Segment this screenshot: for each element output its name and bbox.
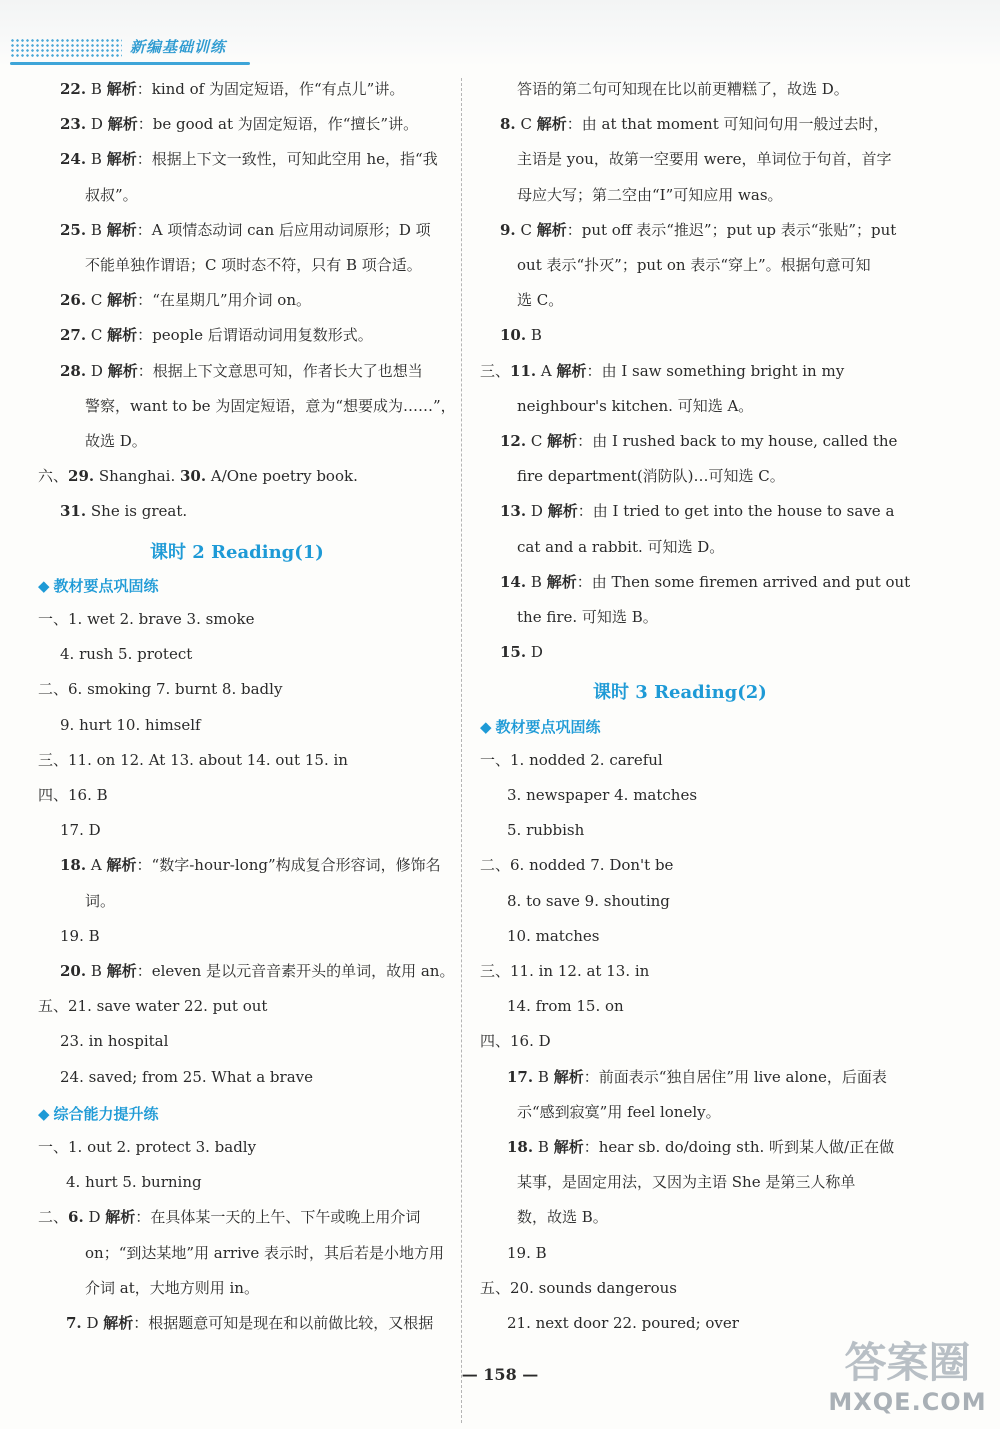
answer-text: 由 Then some firemen arrived and put out <box>591 572 911 591</box>
answer-continuation <box>517 536 724 558</box>
answer-row: 18. A 解析：“数字-hour-long”构成复合形容词，修饰名 <box>60 856 441 875</box>
answer-continuation <box>517 395 753 417</box>
section-prefix: 五、 <box>38 997 69 1016</box>
answer-choice: A <box>90 856 102 875</box>
answer-text: 选 C。 <box>517 291 564 310</box>
answer-text: 21. save water 22. put out <box>68 997 268 1016</box>
answer-row <box>38 1136 256 1158</box>
question-number: 26. <box>60 291 87 310</box>
answer-row <box>38 608 255 630</box>
answer-text: put off 表示“推迟”；put up 表示“张贴”；put <box>581 220 897 239</box>
answer-choice: D <box>90 361 103 380</box>
answer-text: 6. smoking 7. burnt 8. badly <box>68 680 283 699</box>
answer-text: A 项情态动词 can 后应用动词原形；D 项 <box>151 220 431 239</box>
answer-row: 26. C 解析：“在星期几”用介词 on。 <box>60 291 311 310</box>
answer-text: 由 at that moment 可知问句用一般过去时， <box>581 115 889 134</box>
section-heading-textbook <box>480 716 601 737</box>
section-title: 教材要点巩固练 <box>53 576 159 595</box>
answer-continuation <box>517 184 783 206</box>
analysis-label: 解析 <box>536 220 567 239</box>
answer-text: 某事，是固定用法，又因为主语 She 是第三人称单 <box>517 1173 856 1192</box>
answer-continuation <box>85 184 138 206</box>
question-number: 13. <box>500 502 527 521</box>
question-number: 7. <box>66 1314 82 1332</box>
answer-choice: C <box>90 326 103 345</box>
answer-text: 1. wet 2. brave 3. smoke <box>68 610 255 628</box>
answer-row: 22. B 解析：kind of 为固定短语，作“有点儿”讲。 <box>60 80 405 98</box>
section-prefix: 一、 <box>38 1138 69 1156</box>
answer-row <box>66 1171 202 1193</box>
answer-text: 9. hurt 10. himself <box>60 715 201 734</box>
section-prefix: 四、 <box>38 786 69 804</box>
question-number: 10. <box>500 326 527 345</box>
question-number: 20. <box>60 962 87 980</box>
answer-row: 20. B 解析：eleven 是以元音音素开头的单词，故用 an。 <box>60 962 455 980</box>
question-number: 28. <box>60 361 87 380</box>
answer-choice: A/One poetry book. <box>210 467 358 486</box>
analysis-label: 解析 <box>553 1138 584 1156</box>
answer-choice: B <box>530 326 542 345</box>
analysis-label: 解析 <box>107 326 138 345</box>
answer-row <box>60 714 201 736</box>
diamond-icon: ◆ <box>480 717 492 736</box>
answer-row <box>480 749 663 771</box>
answer-text: eleven 是以元音音素开头的单词，故用 an。 <box>151 962 455 980</box>
answer-text: “数字-hour-long”构成复合形容词，修饰名 <box>151 856 441 875</box>
section-title: 教材要点巩固练 <box>495 717 601 736</box>
answer-text: neighbour's kitchen. 可知选 A。 <box>517 396 754 415</box>
answer-text: 23. in hospital <box>60 1032 169 1051</box>
watermark-cn: 答案圈 <box>844 1338 971 1387</box>
answer-row: 28. D 解析：根据上下文意思可知，作者长大了也想当 <box>60 361 423 380</box>
answer-row: 二、6. D 解析：在具体某一天的上午、下午或晚上用介词 <box>38 1208 421 1227</box>
answer-text: 6. nodded 7. Don't be <box>510 856 674 875</box>
answer-row <box>60 500 187 522</box>
answer-row <box>60 1066 313 1088</box>
answer-row <box>60 643 192 665</box>
section-prefix: 二、 <box>38 680 69 699</box>
answer-row: 25. B 解析：A 项情态动词 can 后应用动词原形；D 项 <box>60 220 431 239</box>
answer-text: 5. rubbish <box>507 821 585 840</box>
answer-choice: D <box>90 115 103 134</box>
column-divider <box>461 78 462 1423</box>
answer-text: 不能单独作谓语；C 项时态不符，只有 B 项合适。 <box>85 256 422 274</box>
answer-text: 17. D <box>60 821 101 840</box>
answer-row <box>507 925 599 947</box>
answer-continuation <box>517 465 785 487</box>
answer-continuation <box>517 78 849 100</box>
answer-row <box>38 749 348 771</box>
lesson-2-title <box>150 538 324 564</box>
question-number: 11. <box>510 361 537 380</box>
answer-continuation <box>517 289 563 311</box>
answer-row: 9. C 解析：put off 表示“推迟”；put up 表示“张贴”；put <box>500 220 897 239</box>
analysis-label: 解析 <box>547 432 578 450</box>
answer-row: 17. B 解析：前面表示“独自居住”用 live alone，后面表 <box>507 1067 887 1086</box>
section-prefix: 三、 <box>38 750 69 769</box>
section-prefix: 二、 <box>480 856 511 875</box>
answer-choice: Shanghai. <box>98 467 176 486</box>
question-number: 27. <box>60 326 87 345</box>
answer-text: 20. sounds dangerous <box>510 1278 678 1297</box>
question-number: 9. <box>500 220 516 239</box>
analysis-label: 解析 <box>107 361 138 380</box>
analysis-label: 解析 <box>106 962 137 980</box>
answer-row <box>480 1030 551 1052</box>
section-heading-textbook <box>38 575 159 596</box>
answer-continuation <box>517 254 871 276</box>
answer-text: 主语是 you，故第一空要用 were，单词位于句首，首字 <box>517 150 892 169</box>
answer-text: 10. matches <box>507 926 600 945</box>
answer-row: 24. B 解析：根据上下文一致性，可知此空用 he，指“我 <box>60 150 438 169</box>
header-title: 新编基础训练 <box>130 38 227 56</box>
answer-text: fire department(消防队)…可知选 C。 <box>517 467 785 486</box>
question-number: 15. <box>500 643 527 662</box>
answer-text: 19. B <box>60 926 100 945</box>
answer-continuation <box>85 254 422 276</box>
answer-continuation <box>517 1171 855 1193</box>
analysis-label: 解析 <box>536 115 567 134</box>
answer-row <box>507 819 584 841</box>
section-prefix: 六、 <box>38 467 69 486</box>
analysis-label: 解析 <box>103 1314 134 1332</box>
section-title: 综合能力提升练 <box>53 1104 159 1123</box>
answer-row: 三、11. A 解析：由 I saw something bright in my <box>480 361 845 380</box>
answer-text: 16. D <box>510 1032 551 1051</box>
answer-text: people 后谓语动词用复数形式。 <box>152 326 373 345</box>
analysis-label: 解析 <box>556 361 587 380</box>
answer-row <box>507 890 670 912</box>
answer-text: be good at 为固定短语，作“擅长”讲。 <box>152 115 419 134</box>
lesson-3-title <box>593 678 767 704</box>
answer-row <box>500 324 542 346</box>
answer-row: 14. B 解析：由 Then some firemen arrived and put out <box>500 572 911 591</box>
question-number: 30. <box>180 467 207 486</box>
answer-text: 3. newspaper 4. matches <box>507 786 698 804</box>
answer-row <box>507 995 624 1017</box>
answer-text: 根据题意可知是现在和以前做比较，又根据 <box>148 1314 434 1332</box>
answer-continuation <box>85 1242 444 1264</box>
analysis-label: 解析 <box>546 572 577 591</box>
answer-text: 4. rush 5. protect <box>60 645 193 664</box>
answer-row: 7. D 解析：根据题意可知是现在和以前做比较，又根据 <box>66 1314 434 1332</box>
answer-text: 介词 at，大地方则用 in。 <box>85 1278 259 1297</box>
section-prefix: 二、 <box>38 1208 69 1227</box>
lesson-label: 课时 2 <box>150 541 205 563</box>
answer-row: 8. C 解析：由 at that moment 可知问句用一般过去时， <box>500 115 889 134</box>
answer-row <box>480 1277 677 1299</box>
answer-continuation <box>85 430 147 452</box>
question-number: 12. <box>500 432 527 450</box>
analysis-label: 解析 <box>106 150 137 169</box>
question-number: 6. <box>68 1208 84 1227</box>
answer-row <box>38 678 282 700</box>
answer-text: 24. saved; from 25. What a brave <box>60 1067 314 1086</box>
answer-row <box>60 819 101 841</box>
answer-row <box>38 995 267 1017</box>
answer-text: 16. B <box>68 786 108 804</box>
diamond-icon: ◆ <box>38 576 50 595</box>
answer-row <box>480 854 673 876</box>
answer-continuation <box>517 148 891 170</box>
analysis-label: 解析 <box>107 291 138 310</box>
answer-text: 由 I tried to get into the house to save a <box>592 502 895 521</box>
header-rule <box>10 62 250 65</box>
answer-choice: B <box>537 1067 549 1086</box>
answer-choice: C <box>520 220 532 239</box>
answer-text: 14. from 15. on <box>507 997 624 1016</box>
answer-row <box>60 1030 168 1052</box>
answer-text: 4. hurt 5. burning <box>66 1173 202 1192</box>
section-prefix: 三、 <box>480 361 511 380</box>
answer-text: 根据上下文意思可知，作者长大了也想当 <box>152 361 423 380</box>
answer-choice: D <box>86 1314 99 1332</box>
answer-text: 数，故选 B。 <box>517 1208 608 1227</box>
answer-text: 8. to save 9. shouting <box>507 891 670 910</box>
diamond-icon: ◆ <box>38 1104 50 1123</box>
watermark-logo <box>820 1330 995 1420</box>
answer-choice: B <box>90 150 102 169</box>
analysis-label: 解析 <box>553 1067 584 1086</box>
answer-choice: C <box>520 115 532 134</box>
answer-continuation <box>517 606 658 628</box>
lesson-name: Reading(1) <box>211 541 324 563</box>
answer-text: 在具体某一天的上午、下午或晚上用介词 <box>150 1208 421 1227</box>
answer-row: 27. C 解析：people 后谓语动词用复数形式。 <box>60 326 373 345</box>
answer-text: on；“到达某地”用 arrive 表示时，其后若是小地方用 <box>85 1243 444 1262</box>
answer-choice: C <box>530 432 543 450</box>
section-prefix: 一、 <box>38 610 69 628</box>
answer-text: 由 I rushed back to my house, called the <box>592 432 898 450</box>
answer-choice: C <box>90 291 103 310</box>
watermark-url: MXQE.COM <box>828 1388 987 1416</box>
answer-choice: B <box>530 572 542 591</box>
answer-text: 示“感到寂寞”用 feel lonely。 <box>517 1102 721 1121</box>
answer-choice: B <box>537 1138 549 1156</box>
section-prefix: 五、 <box>480 1278 511 1297</box>
section-prefix: 四、 <box>480 1032 511 1051</box>
question-number: 31. <box>60 502 87 521</box>
answer-row <box>500 641 543 663</box>
answer-continuation <box>85 1277 259 1299</box>
answer-row <box>60 925 100 947</box>
answer-text: 1. nodded 2. careful <box>510 750 663 769</box>
answer-continuation <box>85 395 456 417</box>
answer-choice: A <box>540 361 552 380</box>
lesson-name: Reading(2) <box>654 682 767 704</box>
analysis-label: 解析 <box>107 115 138 134</box>
question-number: 24. <box>60 150 87 169</box>
answer-text: out 表示“扑灭”；put on 表示“穿上”。根据句意可知 <box>517 256 871 274</box>
question-number: 23. <box>60 115 87 134</box>
answer-row <box>507 784 697 806</box>
question-number: 8. <box>500 115 516 134</box>
answer-text: cat and a rabbit. 可知选 D。 <box>517 537 725 556</box>
answer-row: 13. D 解析：由 I tried to get into the house to save a <box>500 502 895 521</box>
analysis-label: 解析 <box>105 1208 136 1227</box>
question-number: 25. <box>60 220 87 239</box>
answer-row <box>507 1312 739 1334</box>
answer-choice: D <box>88 1208 101 1227</box>
analysis-label: 解析 <box>547 502 578 521</box>
answer-text: 11. on 12. At 13. about 14. out 15. in <box>68 750 348 769</box>
answer-text: 答语的第二句可知现在比以前更糟糕了，故选 D。 <box>517 80 849 98</box>
section-prefix: 一、 <box>480 750 511 769</box>
answer-text: 根据上下文一致性，可知此空用 he，指“我 <box>151 150 438 169</box>
answer-row: 23. D 解析：be good at 为固定短语，作“擅长”讲。 <box>60 115 419 134</box>
answer-text: 21. next door 22. poured; over <box>507 1314 739 1332</box>
analysis-label: 解析 <box>106 220 137 239</box>
question-number: 18. <box>507 1138 534 1156</box>
lesson-label: 课时 3 <box>593 682 648 704</box>
answer-text: 由 I saw something bright in my <box>601 361 845 380</box>
question-number: 17. <box>507 1067 534 1086</box>
answer-row <box>38 465 358 487</box>
section-heading-comprehensive <box>38 1103 159 1124</box>
answer-row <box>480 960 649 982</box>
header-dot-pattern <box>10 38 122 58</box>
answer-text: 1. out 2. protect 3. badly <box>68 1138 257 1156</box>
answer-row: 18. B 解析：hear sb. do/doing sth. 听到某人做/正在做 <box>507 1138 895 1156</box>
answer-row <box>507 1242 547 1264</box>
section-prefix: 三、 <box>480 962 511 980</box>
answer-text: 警察，want to be 为固定短语，意为“想要成为……”， <box>85 396 456 415</box>
answer-text: 叔叔”。 <box>85 185 138 204</box>
answer-text: kind of 为固定短语，作“有点儿”讲。 <box>151 80 405 98</box>
answer-choice: D <box>530 502 543 521</box>
answer-continuation <box>85 890 115 912</box>
answer-choice: She is great. <box>90 502 188 521</box>
answer-text: 母应大写；第二空由“I”可知应用 was。 <box>517 185 783 204</box>
question-number: 22. <box>60 80 87 98</box>
answer-continuation <box>517 1206 608 1228</box>
answer-row: 12. C 解析：由 I rushed back to my house, called the <box>500 432 898 450</box>
answer-text: 19. B <box>507 1243 547 1262</box>
analysis-label: 解析 <box>106 856 137 875</box>
answer-text: the fire. 可知选 B。 <box>517 608 658 626</box>
question-number: 14. <box>500 572 527 591</box>
answer-text: 前面表示“独自居住”用 live alone，后面表 <box>598 1067 887 1086</box>
question-number: 18. <box>60 856 87 875</box>
analysis-label: 解析 <box>106 80 137 98</box>
answer-text: “在星期几”用介词 on。 <box>152 291 311 310</box>
answer-text: 故选 D。 <box>85 432 147 450</box>
answer-row <box>38 784 108 806</box>
question-number: 29. <box>68 467 95 486</box>
answer-choice: B <box>90 962 102 980</box>
page-number-value: 158 <box>483 1365 517 1384</box>
answer-text: 11. in 12. at 13. in <box>510 962 650 980</box>
answer-choice: B <box>90 80 102 98</box>
answer-text: 词。 <box>85 891 116 910</box>
answer-choice: B <box>90 220 102 239</box>
page-number: — 158 — <box>461 1365 539 1384</box>
answer-choice: D <box>530 643 543 662</box>
answer-continuation <box>517 1101 721 1123</box>
answer-text: hear sb. do/doing sth. 听到某人做/正在做 <box>598 1138 895 1156</box>
